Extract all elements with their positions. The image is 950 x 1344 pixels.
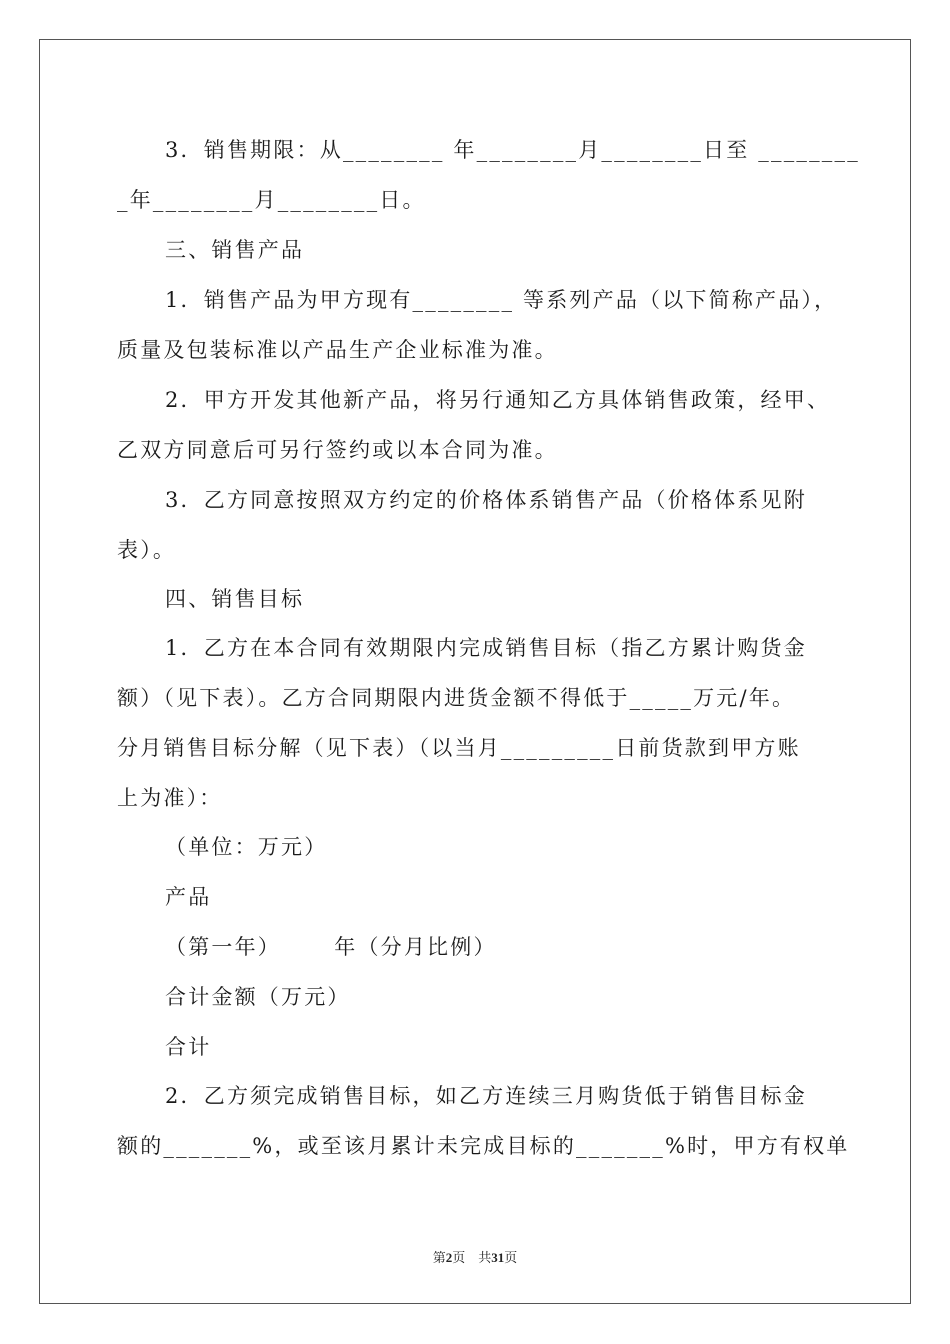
page-border (39, 39, 911, 1304)
page-footer (0, 1247, 950, 1266)
text-line: 额）（见下表）。乙方合同期限内进货金额不得低于_____万元/年。 (117, 686, 796, 710)
text-line: 1．乙方在本合同有效期限内完成销售目标（指乙方累计购货金 (165, 636, 807, 660)
text-line: 合计金额（万元） (165, 985, 351, 1009)
text-line: 额的_______%，或至该月累计未完成目标的_______%时，甲方有权单 (117, 1134, 850, 1158)
text-line: 上为准）： (117, 786, 223, 810)
text-line: 产品 (165, 885, 212, 909)
section-heading: 四、销售目标 (165, 587, 305, 611)
text-line: _年________月________日。 (117, 188, 426, 212)
footer-prefix: 第 (432, 1250, 446, 1265)
footer-mid: 页 共 (452, 1250, 492, 1265)
text-line: 乙双方同意后可另行签约或以本合同为准。 (117, 438, 558, 462)
text-line: 3．销售期限：从________ 年________月________日至 ________ (165, 138, 860, 162)
text-line: （单位：万元） (165, 835, 328, 859)
text-line: 质量及包装标准以产品生产企业标准为准。 (117, 338, 558, 362)
total-pages: 31 (491, 1250, 505, 1265)
text-line: 合计 (165, 1035, 212, 1059)
current-page-number: 2 (445, 1250, 453, 1265)
text-line: （第一年） 年（分月比例） (165, 935, 497, 959)
text-line: 2．甲方开发其他新产品，将另行通知乙方具体销售政策，经甲、 (165, 388, 831, 412)
section-heading: 三、销售产品 (165, 238, 305, 262)
text-line: 3．乙方同意按照双方约定的价格体系销售产品（价格体系见附 (165, 488, 807, 512)
text-line: 1．销售产品为甲方现有________ 等系列产品（以下简称产品）， (165, 288, 838, 312)
footer-suffix: 页 (504, 1250, 518, 1265)
text-line: 2．乙方须完成销售目标，如乙方连续三月购货低于销售目标金 (165, 1084, 807, 1108)
text-line: 分月销售目标分解（见下表）（以当月_________日前货款到甲方账 (117, 736, 801, 760)
text-line: 表）。 (117, 538, 177, 562)
